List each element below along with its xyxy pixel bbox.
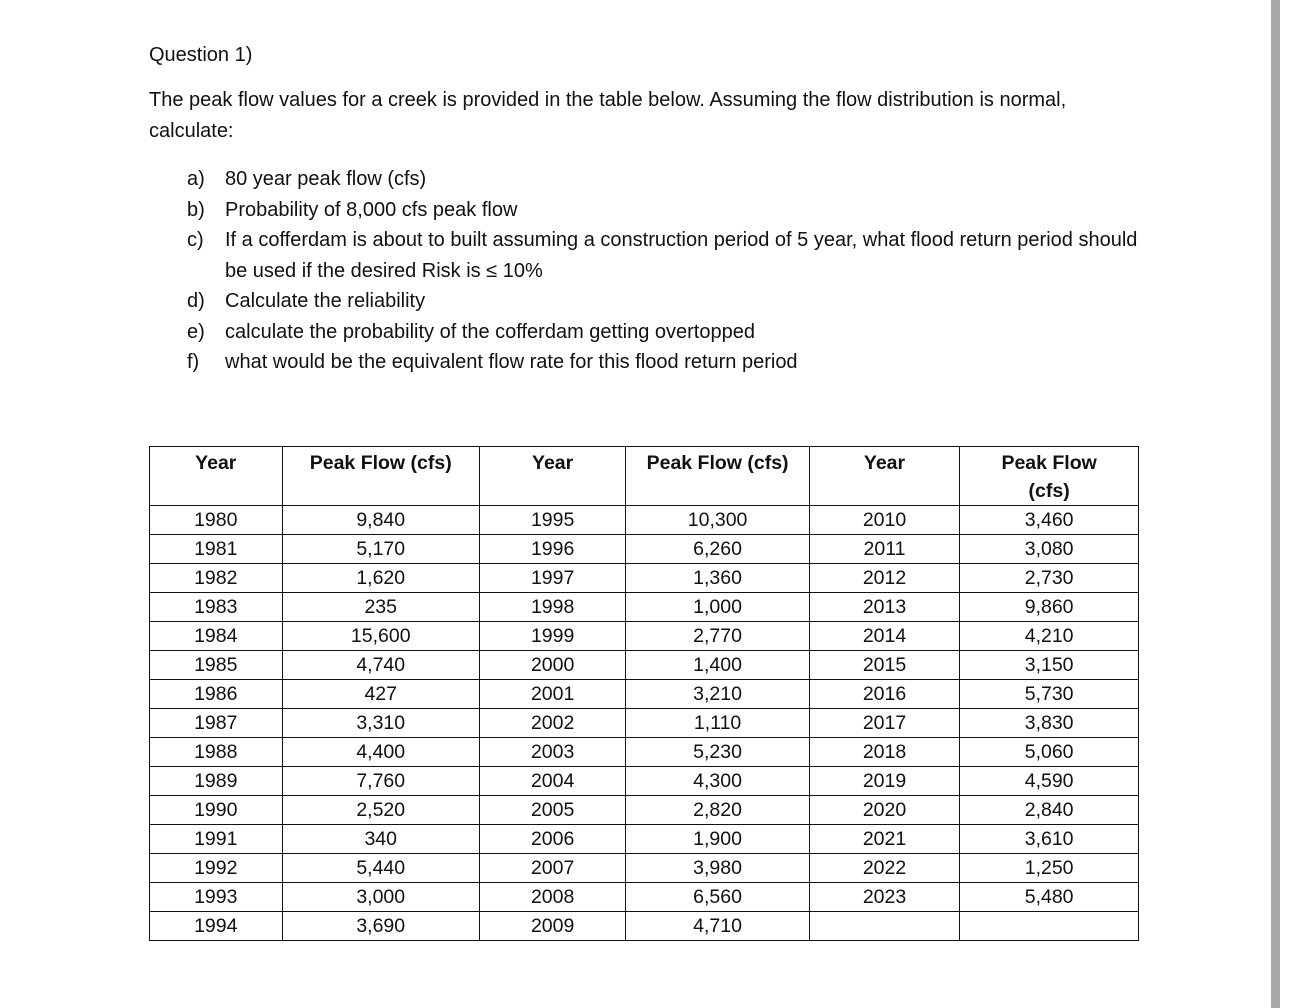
item-text: Probability of 8,000 cfs peak flow	[225, 198, 518, 221]
table-header-row	[150, 447, 1139, 506]
question-heading: Question 1)	[149, 44, 253, 66]
year-cell: 2003	[479, 738, 626, 767]
item-text: If a cofferdam is about to built assuming a construction period of 5 year, what flood return period should be used if the desired Risk is ≤ 10%	[225, 229, 1138, 282]
peak-flow-cell: 15,600	[282, 622, 479, 651]
year-cell: 1999	[479, 622, 626, 651]
table-row	[150, 709, 1139, 738]
year-cell: 2006	[479, 825, 626, 854]
peak-flow-cell: 3,000	[282, 883, 479, 912]
header-year-1: Year	[150, 447, 283, 506]
peak-flow-cell: 6,560	[626, 883, 809, 912]
peak-flow-cell: 10,300	[626, 506, 809, 535]
question-item-b	[149, 195, 1139, 226]
header-peak-flow-2: Peak Flow (cfs)	[626, 447, 809, 506]
table-row	[150, 883, 1139, 912]
peak-flow-cell: 3,150	[960, 651, 1139, 680]
year-cell: 1990	[150, 796, 283, 825]
peak-flow-cell: 4,400	[282, 738, 479, 767]
year-cell: 2012	[809, 564, 959, 593]
peak-flow-cell: 5,440	[282, 854, 479, 883]
peak-flow-cell: 1,110	[626, 709, 809, 738]
year-cell: 2016	[809, 680, 959, 709]
peak-flow-cell: 1,250	[960, 854, 1139, 883]
year-cell: 1984	[150, 622, 283, 651]
year-cell: 1980	[150, 506, 283, 535]
peak-flow-cell: 6,260	[626, 535, 809, 564]
year-cell: 2005	[479, 796, 626, 825]
table-row	[150, 651, 1139, 680]
table-row	[150, 796, 1139, 825]
peak-flow-cell: 3,210	[626, 680, 809, 709]
peak-flow-cell: 1,000	[626, 593, 809, 622]
peak-flow-cell: 5,730	[960, 680, 1139, 709]
year-cell: 2019	[809, 767, 959, 796]
year-cell: 1989	[150, 767, 283, 796]
header-peak-flow-3-label: Peak Flow (cfs)	[1001, 452, 1097, 502]
year-cell: 2023	[809, 883, 959, 912]
question-intro: The peak flow values for a creek is provided in the table below. Assuming the flow distribution is normal, calculate:	[149, 89, 1067, 142]
year-cell: 1997	[479, 564, 626, 593]
peak-flow-cell: 3,310	[282, 709, 479, 738]
year-cell: 1986	[150, 680, 283, 709]
table-row	[150, 593, 1139, 622]
year-cell: 2013	[809, 593, 959, 622]
year-cell: 1996	[479, 535, 626, 564]
year-cell: 1988	[150, 738, 283, 767]
item-letter: b)	[187, 198, 205, 221]
peak-flow-cell: 3,980	[626, 854, 809, 883]
header-year-2: Year	[479, 447, 626, 506]
year-cell: 2021	[809, 825, 959, 854]
peak-flow-cell: 3,460	[960, 506, 1139, 535]
item-letter: c)	[187, 229, 204, 251]
peak-flow-cell: 4,300	[626, 767, 809, 796]
peak-flow-cell: 1,400	[626, 651, 809, 680]
year-cell: 1982	[150, 564, 283, 593]
question-item-e	[149, 317, 1139, 348]
year-cell: 2017	[809, 709, 959, 738]
peak-flow-cell: 427	[282, 680, 479, 709]
year-cell: 2001	[479, 680, 626, 709]
peak-flow-cell: 3,080	[960, 535, 1139, 564]
peak-flow-cell: 5,170	[282, 535, 479, 564]
table-row	[150, 767, 1139, 796]
year-cell	[809, 912, 959, 941]
peak-flow-cell: 4,590	[960, 767, 1139, 796]
question-list	[149, 164, 1139, 378]
year-cell: 2022	[809, 854, 959, 883]
year-cell: 2010	[809, 506, 959, 535]
peak-flow-cell: 5,060	[960, 738, 1139, 767]
peak-flow-cell: 4,210	[960, 622, 1139, 651]
peak-flow-cell: 4,740	[282, 651, 479, 680]
year-cell: 1985	[150, 651, 283, 680]
year-cell: 2020	[809, 796, 959, 825]
table-row	[150, 738, 1139, 767]
year-cell: 2008	[479, 883, 626, 912]
question-item-d	[149, 286, 1139, 317]
header-year-3: Year	[809, 447, 959, 506]
year-cell: 2002	[479, 709, 626, 738]
peak-flow-cell: 2,820	[626, 796, 809, 825]
year-cell: 2000	[479, 651, 626, 680]
table-row	[150, 622, 1139, 651]
year-cell: 1991	[150, 825, 283, 854]
item-letter: a)	[187, 168, 205, 190]
year-cell: 1994	[150, 912, 283, 941]
peak-flow-cell: 1,360	[626, 564, 809, 593]
table-row	[150, 825, 1139, 854]
peak-flow-cell: 2,840	[960, 796, 1139, 825]
peak-flow-cell: 2,770	[626, 622, 809, 651]
year-cell: 1998	[479, 593, 626, 622]
year-cell: 1981	[150, 535, 283, 564]
peak-flow-cell: 7,760	[282, 767, 479, 796]
peak-flow-cell: 4,710	[626, 912, 809, 941]
item-text: 80 year peak flow (cfs)	[225, 168, 427, 190]
year-cell: 1987	[150, 709, 283, 738]
peak-flow-cell: 5,230	[626, 738, 809, 767]
item-text: what would be the equivalent flow rate for this flood return period	[225, 351, 798, 373]
peak-flow-cell: 1,900	[626, 825, 809, 854]
header-peak-flow-3	[960, 447, 1139, 506]
question-item-f	[149, 347, 1139, 378]
table-row	[150, 854, 1139, 883]
peak-flow-cell: 5,480	[960, 883, 1139, 912]
table-row	[150, 564, 1139, 593]
peak-flow-cell: 9,840	[282, 506, 479, 535]
peak-flow-cell: 340	[282, 825, 479, 854]
year-cell: 1995	[479, 506, 626, 535]
question-item-c	[149, 225, 1139, 286]
peak-flow-cell: 9,860	[960, 593, 1139, 622]
peak-flow-cell: 1,620	[282, 564, 479, 593]
table-body	[150, 506, 1139, 941]
peak-flow-cell: 2,730	[960, 564, 1139, 593]
document-page	[149, 40, 1139, 937]
scrollbar[interactable]	[1271, 0, 1280, 1008]
year-cell: 2004	[479, 767, 626, 796]
table-row	[150, 535, 1139, 564]
peak-flow-table	[149, 446, 1139, 941]
table-row	[150, 506, 1139, 535]
question-item-a	[149, 164, 1139, 195]
year-cell: 2009	[479, 912, 626, 941]
header-peak-flow-1: Peak Flow (cfs)	[282, 447, 479, 506]
table-row	[150, 912, 1139, 941]
item-letter: e)	[187, 320, 205, 343]
peak-flow-cell: 3,610	[960, 825, 1139, 854]
year-cell: 2011	[809, 535, 959, 564]
item-letter: d)	[187, 290, 205, 312]
table-row	[150, 680, 1139, 709]
peak-flow-cell	[960, 912, 1139, 941]
peak-flow-cell: 3,830	[960, 709, 1139, 738]
peak-flow-cell: 2,520	[282, 796, 479, 825]
item-text: Calculate the reliability	[225, 290, 426, 312]
peak-flow-cell: 235	[282, 593, 479, 622]
year-cell: 1992	[150, 854, 283, 883]
year-cell: 1993	[150, 883, 283, 912]
year-cell: 1983	[150, 593, 283, 622]
year-cell: 2018	[809, 738, 959, 767]
peak-flow-cell: 3,690	[282, 912, 479, 941]
year-cell: 2007	[479, 854, 626, 883]
item-text: calculate the probability of the cofferdam getting overtopped	[225, 320, 755, 343]
item-letter: f)	[187, 351, 200, 373]
year-cell: 2015	[809, 651, 959, 680]
year-cell: 2014	[809, 622, 959, 651]
